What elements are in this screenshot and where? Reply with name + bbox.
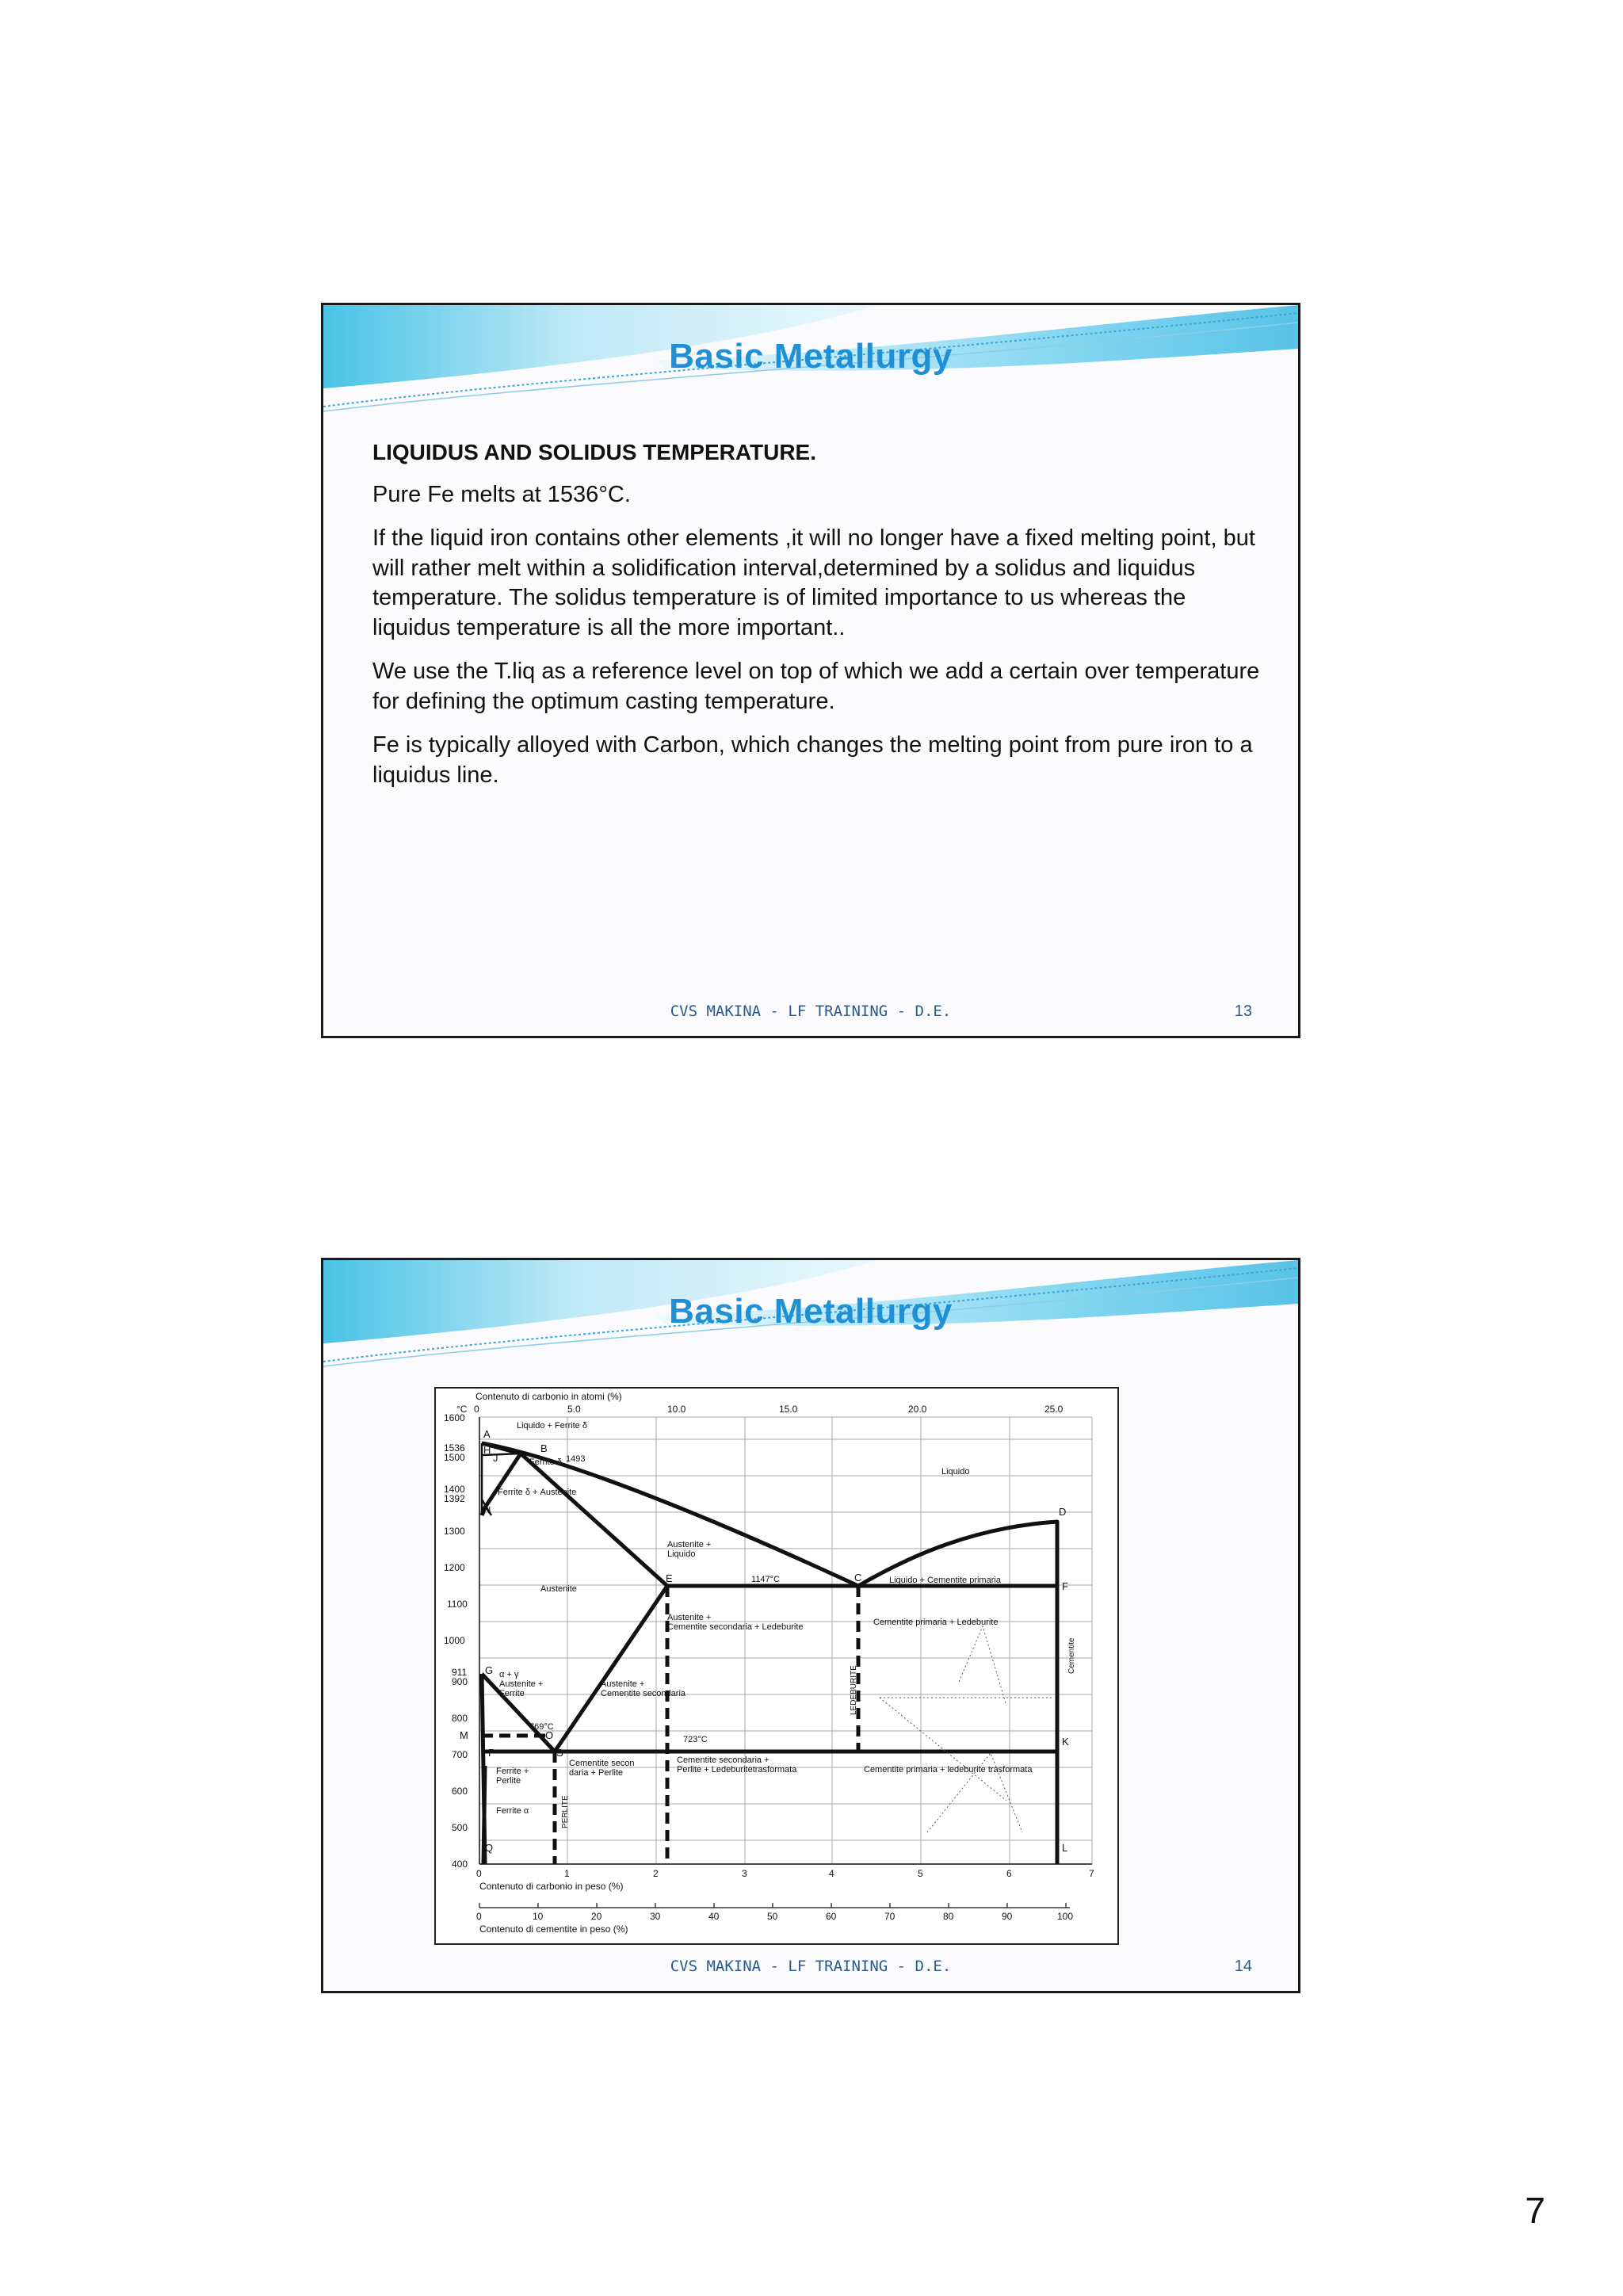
y-tick-1500: 1500 bbox=[444, 1452, 465, 1463]
cementite-tick-labels bbox=[476, 1911, 1073, 1922]
dotted-structure-lines bbox=[880, 1626, 1054, 1832]
y-tick-1100: 1100 bbox=[447, 1599, 468, 1610]
x-tick-7: 7 bbox=[1089, 1868, 1094, 1879]
label-austenite-liquido-2: Liquido bbox=[667, 1549, 696, 1559]
svg-text:100: 100 bbox=[1057, 1911, 1074, 1922]
iron-carbon-phase-diagram bbox=[434, 1387, 1119, 1945]
label-aust-cem2-2: Cementite secondaria bbox=[601, 1689, 686, 1698]
point-K: K bbox=[1062, 1736, 1069, 1748]
label-aust-ferrite-2: Ferrite bbox=[499, 1689, 525, 1698]
y-tick-1000: 1000 bbox=[444, 1635, 465, 1646]
top-tick-20: 20.0 bbox=[908, 1404, 927, 1415]
point-H: H bbox=[483, 1444, 491, 1456]
label-ferrite-alpha: Ferrite α bbox=[496, 1806, 529, 1816]
label-austenite-liquido-1: Austenite + bbox=[667, 1540, 712, 1549]
cementite-axis-label: Contenuto di cementite in peso (%) bbox=[479, 1924, 628, 1935]
point-A: A bbox=[483, 1428, 491, 1440]
phase-diagram-svg bbox=[436, 1389, 1117, 1943]
svg-text:40: 40 bbox=[708, 1911, 720, 1922]
y-unit: °C bbox=[456, 1404, 468, 1415]
label-ferrite-perlite-1: Ferrite + bbox=[496, 1767, 529, 1776]
x-tick-labels bbox=[476, 1868, 1094, 1879]
slide-heading: LIQUIDUS AND SOLIDUS TEMPERATURE. bbox=[372, 440, 817, 464]
top-tick-5: 5.0 bbox=[567, 1404, 581, 1415]
label-cem-perl-led-2: Perlite + Ledeburitetrasformata bbox=[677, 1765, 797, 1775]
point-D: D bbox=[1059, 1506, 1067, 1518]
svg-text:10: 10 bbox=[533, 1911, 544, 1922]
region-labels bbox=[496, 1421, 1076, 1828]
label-aust-cem2-1: Austenite + bbox=[601, 1679, 645, 1689]
label-1147: 1147°C bbox=[751, 1575, 780, 1584]
label-cementite-ledeburite: Cementite primaria + Ledeburite bbox=[873, 1618, 999, 1627]
slide-number: 13 bbox=[1234, 1003, 1252, 1020]
slide-footer bbox=[323, 1958, 1298, 1981]
x-tick-4: 4 bbox=[829, 1868, 834, 1879]
point-F: F bbox=[1062, 1580, 1068, 1592]
label-alpha-gamma: α + γ bbox=[499, 1670, 519, 1679]
point-Q: Q bbox=[485, 1842, 494, 1854]
top-axis-label: Contenuto di carbonio in atomi (%) bbox=[475, 1391, 622, 1402]
svg-text:20: 20 bbox=[591, 1911, 602, 1922]
label-769: 769°C bbox=[529, 1722, 554, 1732]
y-tick-1600: 1600 bbox=[444, 1412, 465, 1423]
svg-text:90: 90 bbox=[1002, 1911, 1013, 1922]
label-1493: 1493 bbox=[566, 1454, 586, 1464]
label-aust-cem-led-2: Cementite secondaria + Ledeburite bbox=[667, 1622, 804, 1632]
x-tick-3: 3 bbox=[742, 1868, 747, 1879]
point-S: S bbox=[556, 1747, 563, 1759]
label-liquido: Liquido bbox=[941, 1467, 970, 1477]
y-tick-labels bbox=[444, 1412, 468, 1870]
point-B: B bbox=[540, 1442, 548, 1454]
page-number: 7 bbox=[1525, 2190, 1545, 2231]
point-P: P bbox=[488, 1747, 495, 1759]
slide-14 bbox=[321, 1258, 1300, 1993]
svg-text:60: 60 bbox=[826, 1911, 837, 1922]
label-cem-perl-2: daria + Perlite bbox=[569, 1768, 624, 1778]
label-ledeburite: LEDEBURITE bbox=[850, 1665, 858, 1715]
label-aust-ferrite-1: Austenite + bbox=[499, 1679, 544, 1689]
svg-text:0: 0 bbox=[476, 1911, 482, 1922]
label-723: 723°C bbox=[683, 1735, 708, 1744]
svg-text:30: 30 bbox=[650, 1911, 661, 1922]
x-axis-label: Contenuto di carbonio in peso (%) bbox=[479, 1881, 624, 1892]
label-liquid-ferrite: Liquido + Ferrite δ bbox=[517, 1421, 587, 1431]
point-G: G bbox=[485, 1664, 494, 1676]
x-tick-6: 6 bbox=[1006, 1868, 1012, 1879]
label-aust-cem-led-1: Austenite + bbox=[667, 1613, 712, 1622]
y-tick-1300: 1300 bbox=[444, 1526, 465, 1537]
slide-title: Basic Metallurgy bbox=[669, 1292, 953, 1331]
top-tick-25: 25.0 bbox=[1044, 1404, 1064, 1415]
y-tick-1536: 1536 bbox=[444, 1442, 465, 1454]
point-L: L bbox=[1062, 1842, 1068, 1854]
point-O: O bbox=[545, 1729, 554, 1741]
y-tick-1400: 1400 bbox=[444, 1484, 465, 1495]
y-tick-800: 800 bbox=[452, 1713, 468, 1724]
label-cem-led-trasf: Cementite primaria + ledeburite trasformata bbox=[864, 1765, 1033, 1775]
footer-text: CVS MAKINA - LF TRAINING - D.E. bbox=[670, 1003, 952, 1020]
label-perlite: PERLITE bbox=[561, 1795, 570, 1828]
footer-text: CVS MAKINA - LF TRAINING - D.E. bbox=[670, 1958, 952, 1975]
label-austenite: Austenite bbox=[540, 1584, 577, 1594]
top-tick-0: 0 bbox=[474, 1404, 479, 1415]
y-tick-911: 911 bbox=[452, 1667, 468, 1678]
svg-text:50: 50 bbox=[767, 1911, 778, 1922]
svg-text:80: 80 bbox=[943, 1911, 954, 1922]
x-tick-5: 5 bbox=[918, 1868, 923, 1879]
y-tick-600: 600 bbox=[452, 1786, 468, 1797]
slide-footer bbox=[323, 1003, 1298, 1026]
y-tick-1200: 1200 bbox=[444, 1562, 465, 1573]
top-tick-15: 15.0 bbox=[779, 1404, 798, 1415]
label-cem-perl-led-1: Cementite secondaria + bbox=[677, 1755, 769, 1765]
y-tick-700: 700 bbox=[452, 1749, 468, 1760]
paragraph-3: We use the T.liq as a reference level on top of which we add a certain over temperature for defining the optimum casting temperature. bbox=[372, 659, 1260, 714]
slide-number: 14 bbox=[1234, 1958, 1252, 1975]
x-tick-0: 0 bbox=[476, 1868, 482, 1879]
y-tick-400: 400 bbox=[452, 1859, 468, 1870]
label-ferrite-austenite: Ferrite δ + Austenite bbox=[498, 1488, 577, 1497]
x-tick-1: 1 bbox=[564, 1868, 570, 1879]
paragraph-4: Fe is typically alloyed with Carbon, which changes the melting point from pure iron to a liquidus line. bbox=[372, 732, 1253, 788]
label-liquido-cementite: Liquido + Cementite primaria bbox=[889, 1576, 1001, 1585]
y-tick-500: 500 bbox=[452, 1822, 468, 1833]
point-N: N bbox=[483, 1504, 491, 1516]
point-J: J bbox=[493, 1452, 498, 1464]
slide-title: Basic Metallurgy bbox=[669, 337, 953, 376]
top-tick-10: 10.0 bbox=[667, 1404, 686, 1415]
slide-body bbox=[372, 437, 1260, 804]
slide-13 bbox=[321, 303, 1300, 1038]
svg-text:70: 70 bbox=[884, 1911, 896, 1922]
label-cem-perl-1: Cementite secon bbox=[569, 1759, 635, 1768]
label-cementite-vertical: Cementite bbox=[1067, 1637, 1076, 1674]
paragraph-2: If the liquid iron contains other elements ,it will no longer have a fixed melting point, but will rather melt within a solidification interval,determined by a solidus and liquidus temperature. The solidus temperature is of limited importance to us whereas the liquidus temperature is all the more important.. bbox=[372, 525, 1255, 640]
y-tick-1392: 1392 bbox=[444, 1493, 465, 1504]
y-tick-900: 900 bbox=[452, 1676, 468, 1687]
label-ferrite-perlite-2: Perlite bbox=[496, 1776, 521, 1786]
paragraph-1: Pure Fe melts at 1536°C. bbox=[372, 481, 631, 507]
point-C: C bbox=[854, 1572, 862, 1584]
x-tick-2: 2 bbox=[653, 1868, 659, 1879]
point-M: M bbox=[460, 1729, 468, 1741]
label-ferrite-delta: Ferrite δ bbox=[529, 1457, 562, 1467]
point-E: E bbox=[666, 1572, 673, 1584]
grid bbox=[479, 1417, 1092, 1864]
